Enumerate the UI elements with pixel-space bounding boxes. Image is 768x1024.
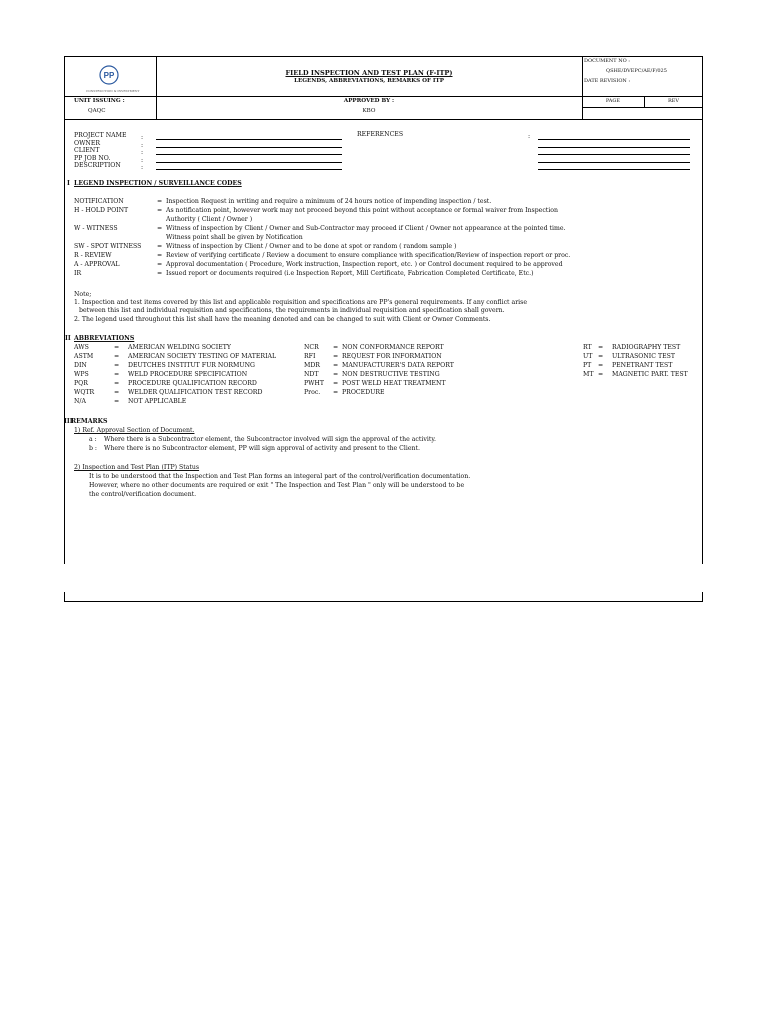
- note-label: Note;: [74, 291, 92, 298]
- abbr-full: POST WELD HEAT TREATMENT: [342, 380, 446, 387]
- legend-code: R - REVIEW: [74, 252, 112, 259]
- remark-2-line: It is to be understood that the Inspection and Test Plan forms an integeral part of the control/verification documentation.: [89, 473, 471, 480]
- legend-desc: Witness point shall be given by Notification: [166, 234, 303, 241]
- abbr-code: N/A: [74, 398, 86, 405]
- abbr-full: WELD PROCEDURE SPECIFICATION: [128, 371, 248, 378]
- abbr-full: MANUFACTURER'S DATA REPORT: [342, 362, 454, 369]
- approved-by-label: APPROVED BY :: [343, 98, 395, 104]
- job-no-field[interactable]: [156, 162, 342, 163]
- abbr-code: PWHT: [304, 380, 325, 387]
- legend-code: W - WITNESS: [74, 225, 118, 232]
- legend-code: A - APPROVAL: [74, 261, 120, 268]
- note-line: 2. The legend used throughout this list shall have the meaning denoted and can be changed to suit with Client or Owner Comments.: [74, 316, 491, 323]
- remark-1-title: 1) Ref. Approval Section of Document.: [74, 427, 195, 434]
- owner-field[interactable]: [156, 147, 342, 148]
- legend-code: NOTIFICATION: [74, 198, 124, 205]
- references-field-4[interactable]: [538, 162, 690, 163]
- remarks-heading-num: III: [64, 418, 73, 425]
- abbr-code: MDR: [304, 362, 320, 369]
- legend-heading-num: I: [67, 180, 70, 187]
- description-field[interactable]: [156, 169, 342, 170]
- remark-1-b: Where there is no Subcontractor element, PP will sign approval of activity and present to the Client.: [104, 445, 420, 452]
- unit-issuing-label: UNIT ISSUING :: [74, 98, 125, 104]
- remark-1-a-label: a :: [89, 436, 97, 443]
- abbr-full: RADIOGRAPHY TEST: [612, 344, 681, 351]
- abbr-code: UT: [583, 353, 593, 360]
- note-line: 1. Inspection and test items covered by this list and applicable requisition and specifications are PP's general requirements. If any conflict arise: [74, 299, 527, 306]
- legend-desc: Witness of inspection by Client / Owner and Sub-Contractor may proceed if Client / Owner not appearance at the pointed time.: [166, 225, 566, 232]
- abbr-full: WELDER QUALIFICATION TEST RECORD: [128, 389, 263, 396]
- client-field[interactable]: [156, 154, 342, 155]
- legend-desc: Witness of inspection by Client / Owner and to be done at spot or random ( random sample ): [166, 243, 457, 250]
- logo-caption: CONSTRUCTION & INVESTMENT: [86, 89, 140, 93]
- abbr-full: DEUTCHES INSTITUT FUR NORMUNG: [128, 362, 255, 369]
- abbr-code: Proc.: [304, 389, 321, 396]
- project-field-label: OWNER: [74, 139, 101, 147]
- abbr-full: NON CONFORMANCE REPORT: [342, 344, 444, 351]
- itp-sheet: PP CONSTRUCTION & INVESTMENT FIELD INSPECTION AND TEST PLAN (F-ITP) LEGENDS, ABBREVIATIONS, REMARKS OF ITP DOCUMENT NO : QSHE/DVEPC/AE/F/025 DATE REVISION : UNIT ISSUING : QAQC APPROVED BY : KBO PAGE REV PROJECT NAME OWNER CLIENT PP JOB NO. DESCRIPTION : : : : : REFERENCES : I LEGEND INSPECTION / SURVEILLANCE CODES NOTIFICATION H - HOLD POINT W - WITNESS SW - SPOT WITNESS R - REVIEW A - APPROVAL IR = = = = = = = Inspection Request in writing and require a minimum of 24 hours notice of impending inspection / test. As notification point, however work may not proceed beyond this point without acceptance or formal waiver from Inspection Authority ( Client / Owner ) Witness of inspection by Client / Owner and Sub-Contractor may proceed if Client / Owner not appearance at the pointed time. Witness point shall be given by Notification Witness of inspection by Client / Owner and to be done at spot or random ( random sample ) Review of verifying certificate / Review a document to ensure compliance with specification/Review of inspection report or proc. Approval documentation ( Procedure, Work instruction, Inspection report, etc. ) or Control document required to be approved Issued report or documents required (i.e Inspection Report, Mill Certificate, Fabrication Completed Certificate, Etc.) Note; 1. Inspection and test items covered by this list and applicable requisition and specifications are PP's general requirements. If any conflict arise between this list and individual requisition and specifications, the requirements in individual requisition and specification shall govern. 2. The legend used throughout this list shall have the meaning denoted and can be changed to suit with Client or Owner Comments. II ABBREVIATIONS AWS ASTM DIN WPS PQR WQTR N/A = = = = = = = AMERICAN WELDING SOCIETY AMERICAN SOCIETY TESTING OF MATERIAL DEUTCHES INSTITUT FUR NORMUNG WELD PROCEDURE SPECIFICATION PROCEDURE QUALIFICATION RECORD WELDER QUALIFICATION TEST RECORD NOT APPLICABLE NCR RFI MDR NDT PWHT Proc. = = = = = = NON CONFORMANCE REPORT REQUEST FOR INFORMATION MANUFACTURER'S DATA REPORT NON DESTRUCTIVE TESTING POST WELD HEAT TREATMENT PROCEDURE RT UT PT MT = = = = RADIOGRAPHY TEST ULTRASONIC TEST PENETRANT TEST MAGNETIC PART. TEST III REMARKS 1) Ref. Approval Section of Document. a : Where there is a Subcontractor element, the Subcontractor involved will sign the approval of the activity. b : Where there is no Subcontractor element, PP will sign approval of activity and present to the Client. 2) Inspection and Test Plan (ITP) Status It is to be understood that the Inspection and Test Plan forms an integeral part of the control/verification documentation. However, where no other documents are required or exit " The Inspection and Test Plan " only will be understood to be the control/verification document.: [64, 56, 703, 600]
- remark-1-a: Where there is a Subcontractor element, the Subcontractor involved will sign the approval of the activity.: [104, 436, 436, 443]
- abbr-code: RT: [583, 344, 592, 351]
- remark-2-title: 2) Inspection and Test Plan (ITP) Status: [74, 464, 200, 471]
- abbreviations-heading: ABBREVIATIONS: [74, 335, 135, 342]
- abbr-full: ULTRASONIC TEST: [612, 353, 675, 360]
- references-field-3[interactable]: [538, 154, 690, 155]
- remark-1-b-label: b :: [89, 445, 98, 452]
- rev-label: REV: [667, 98, 680, 104]
- date-revision-label: DATE REVISION :: [584, 78, 631, 84]
- abbr-code: WQTR: [74, 389, 95, 396]
- remarks-heading: REMARKS: [71, 418, 108, 425]
- page-title: FIELD INSPECTION AND TEST PLAN (F-ITP): [285, 69, 453, 77]
- company-logo: [96, 64, 122, 90]
- project-field-label: DESCRIPTION: [74, 162, 121, 169]
- abbr-code: ASTM: [74, 353, 94, 360]
- project-name-field[interactable]: [156, 139, 342, 140]
- references-field-1[interactable]: [538, 139, 690, 140]
- legend-desc: Authority ( Client / Owner ): [166, 216, 253, 223]
- remark-2-line: However, where no other documents are required or exit " The Inspection and Test Plan " only will be understood to be: [89, 482, 465, 489]
- abbr-code: PQR: [74, 380, 88, 387]
- legend-code: H - HOLD POINT: [74, 207, 129, 214]
- references-colon: :: [528, 133, 531, 140]
- abbr-full: MAGNETIC PART. TEST: [612, 371, 688, 378]
- abbr-code: AWS: [74, 344, 89, 351]
- page-subtitle: LEGENDS, ABBREVIATIONS, REMARKS OF ITP: [294, 78, 444, 84]
- abbr-code: RFI: [304, 353, 316, 360]
- approved-by-value: KBO: [362, 108, 376, 114]
- legend-desc: Issued report or documents required (i.e Inspection Report, Mill Certificate, Fabrication Completed Certificate, Etc.): [166, 270, 534, 277]
- unit-issuing-value: QAQC: [88, 108, 106, 114]
- abbr-code: WPS: [74, 371, 89, 378]
- legend-code: SW - SPOT WITNESS: [74, 243, 142, 250]
- abbr-code: MT: [583, 371, 594, 378]
- abbr-full: PROCEDURE QUALIFICATION RECORD: [128, 380, 257, 387]
- note-line: between this list and individual requisition and specifications, the requirements in individual requisition and specification shall govern.: [79, 307, 505, 314]
- document-no-label: DOCUMENT NO :: [584, 58, 630, 64]
- abbr-full: NOT APPLICABLE: [128, 398, 187, 405]
- abbr-full: PROCEDURE: [342, 389, 385, 396]
- legend-desc: Review of verifying certificate / Review a document to ensure compliance with specification/Review of inspection report or proc.: [166, 252, 571, 259]
- abbr-full: AMERICAN SOCIETY TESTING OF MATERIAL: [128, 353, 277, 360]
- abbr-full: REQUEST FOR INFORMATION: [342, 353, 442, 360]
- abbr-code: PT: [583, 362, 592, 369]
- abbr-code: DIN: [74, 362, 87, 369]
- references-field-2[interactable]: [538, 147, 690, 148]
- references-label: REFERENCES: [357, 131, 404, 138]
- references-field-5[interactable]: [538, 169, 690, 170]
- document-no: QSHE/DVEPC/AE/F/025: [606, 68, 667, 74]
- bottom-border: [64, 601, 703, 602]
- abbr-code: NCR: [304, 344, 319, 351]
- abbreviations-heading-num: II: [65, 335, 71, 342]
- abbr-full: PENETRANT TEST: [612, 362, 673, 369]
- project-field-label: PP JOB NO.: [74, 154, 111, 162]
- svg-text:PP: PP: [103, 71, 115, 80]
- page-label: PAGE: [605, 98, 621, 104]
- abbr-full: NON DESTRUCTIVE TESTING: [342, 371, 440, 378]
- legend-desc: As notification point, however work may not proceed beyond this point without acceptance or formal waiver from Inspection: [166, 207, 558, 214]
- legend-desc: Approval documentation ( Procedure, Work instruction, Inspection report, etc. ) or Control document required to be approved: [166, 261, 563, 268]
- legend-desc: Inspection Request in writing and require a minimum of 24 hours notice of impending inspection / test.: [166, 198, 492, 205]
- legend-heading: LEGEND INSPECTION / SURVEILLANCE CODES: [74, 180, 242, 187]
- abbr-code: NDT: [304, 371, 319, 378]
- project-field-label: CLIENT: [74, 147, 100, 154]
- abbr-full: AMERICAN WELDING SOCIETY: [128, 344, 231, 351]
- remark-2-line: the control/verification document.: [89, 491, 197, 498]
- project-field-label: PROJECT NAME: [74, 132, 127, 139]
- legend-code: IR: [74, 270, 82, 277]
